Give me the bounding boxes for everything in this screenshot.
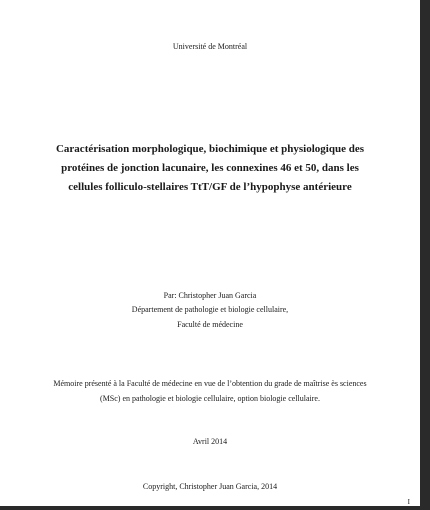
author-department: Département de pathologie et biologie cellulaire,: [131, 305, 289, 314]
page-edge-bottom: [0, 506, 430, 510]
university-name: Université de Montréal: [172, 42, 248, 51]
author-name: Par: Christopher Juan Garcia: [163, 291, 257, 300]
title-line-1: Caractérisation morphologique, biochimique et physiologique des: [55, 143, 365, 155]
thesis-line-1: Mémoire présenté à la Faculté de médecine en vue de l’obtention du grade de maîtrise ès sciences: [53, 379, 367, 388]
title-line-3: cellules folliculo-stellaires TtT/GF de l’hypophyse antérieure: [68, 181, 352, 193]
author-faculty: Faculté de médecine: [177, 320, 243, 329]
page-edge-right: [420, 0, 430, 510]
title-line-2: protéines de jonction lacunaire, les connexines 46 et 50, dans les: [61, 162, 359, 174]
page-number: I: [407, 498, 410, 506]
thesis-line-2: (MSc) en pathologie et biologie cellulaire, option biologie cellulaire.: [100, 394, 320, 403]
submission-date: Avril 2014: [192, 437, 228, 446]
copyright-notice: Copyright, Christopher Juan Garcia, 2014: [142, 482, 278, 491]
